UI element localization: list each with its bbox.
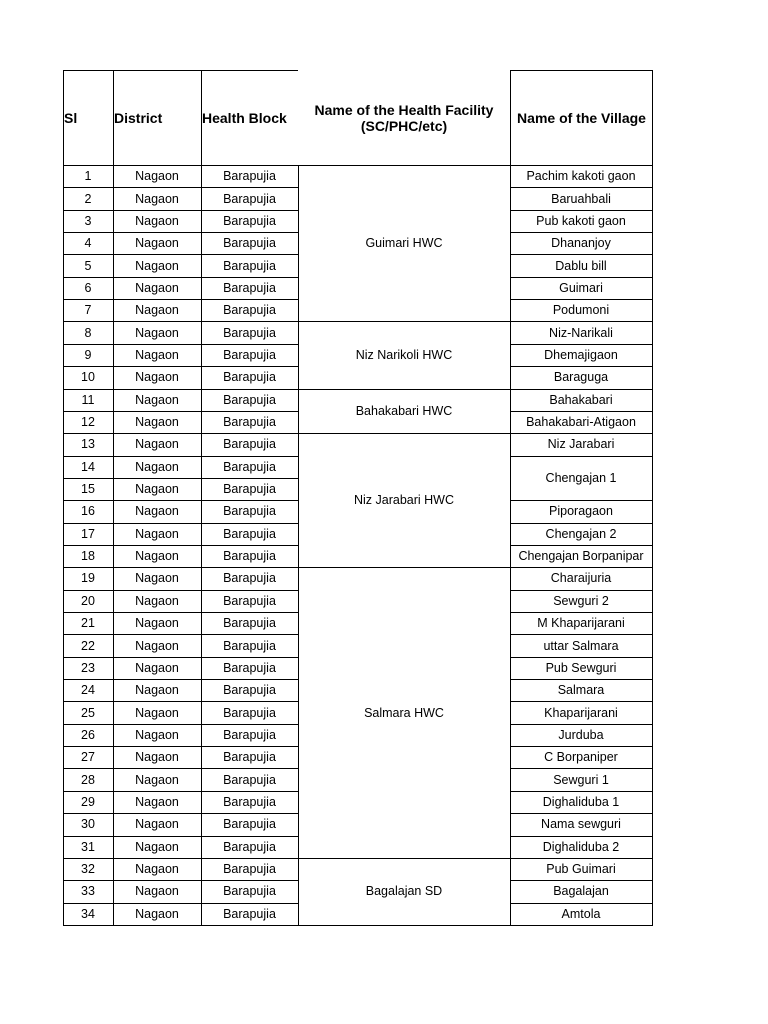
health-block-cell: Barapujia bbox=[223, 705, 276, 720]
sl-cell: 19 bbox=[81, 571, 95, 586]
row-border bbox=[510, 590, 652, 591]
district-cell: Nagaon bbox=[135, 884, 179, 899]
column-border bbox=[63, 70, 64, 926]
sl-cell: 8 bbox=[84, 325, 92, 340]
sl-cell: 15 bbox=[81, 482, 95, 497]
health-block-cell: Barapujia bbox=[223, 862, 276, 877]
row-border bbox=[63, 925, 298, 926]
row-border bbox=[510, 277, 652, 278]
sl-cell: 11 bbox=[81, 392, 95, 407]
health-block-cell: Barapujia bbox=[223, 280, 276, 295]
health-facility-cell: Niz Jarabari HWC bbox=[353, 493, 454, 508]
village-cell: Chengajan 2 bbox=[545, 526, 617, 541]
row-border bbox=[63, 791, 298, 792]
district-cell: Nagaon bbox=[135, 593, 179, 608]
health-facility-cell: Bahakabari HWC bbox=[355, 403, 453, 418]
row-border bbox=[63, 590, 298, 591]
sl-cell: 17 bbox=[81, 526, 95, 541]
village-cell: Salmara bbox=[557, 683, 605, 698]
health-block-cell: Barapujia bbox=[223, 638, 276, 653]
header-top-border bbox=[510, 70, 652, 71]
district-cell: Nagaon bbox=[135, 839, 179, 854]
village-cell: Pub Guimari bbox=[546, 862, 616, 877]
sl-cell: 10 bbox=[81, 370, 95, 385]
row-border bbox=[63, 165, 298, 166]
health-block-cell: Barapujia bbox=[223, 213, 276, 228]
village-cell: Podumoni bbox=[552, 303, 610, 318]
health-block-cell: Barapujia bbox=[223, 549, 276, 564]
district-cell: Nagaon bbox=[135, 906, 179, 921]
district-cell: Nagaon bbox=[135, 526, 179, 541]
health-block-cell: Barapujia bbox=[223, 750, 276, 765]
village-cell: Dhemajigaon bbox=[544, 347, 618, 362]
village-cell: Chengajan 1 bbox=[545, 470, 617, 485]
row-border bbox=[63, 389, 298, 390]
header-village: Name of the Village bbox=[517, 109, 646, 126]
village-cell: Sewguri 1 bbox=[553, 772, 609, 787]
district-cell: Nagaon bbox=[135, 303, 179, 318]
health-block-cell: Barapujia bbox=[223, 526, 276, 541]
row-border bbox=[510, 791, 652, 792]
header-health-facility: Name of the Health Facility (SC/PHC/etc) bbox=[314, 101, 494, 134]
district-cell: Nagaon bbox=[135, 459, 179, 474]
facility-border bbox=[298, 321, 510, 322]
row-border bbox=[510, 545, 652, 546]
row-border bbox=[63, 701, 298, 702]
village-cell: Dighaliduba 1 bbox=[542, 794, 620, 809]
village-cell: C Borpaniper bbox=[544, 750, 618, 765]
row-border bbox=[510, 836, 652, 837]
village-cell: Bahakabari-Atigaon bbox=[526, 415, 636, 430]
row-border bbox=[63, 232, 298, 233]
column-border bbox=[510, 70, 511, 926]
sl-cell: 32 bbox=[81, 862, 95, 877]
row-border bbox=[510, 612, 652, 613]
sl-cell: 25 bbox=[81, 705, 95, 720]
row-border bbox=[510, 500, 652, 501]
facility-border bbox=[298, 389, 510, 390]
row-border bbox=[63, 858, 298, 859]
district-cell: Nagaon bbox=[135, 772, 179, 787]
health-block-cell: Barapujia bbox=[223, 727, 276, 742]
sl-cell: 2 bbox=[84, 191, 92, 206]
row-border bbox=[510, 299, 652, 300]
health-block-cell: Barapujia bbox=[223, 303, 276, 318]
row-border bbox=[510, 813, 652, 814]
sl-cell: 9 bbox=[84, 347, 92, 362]
district-cell: Nagaon bbox=[135, 236, 179, 251]
village-cell: Piporagaon bbox=[549, 504, 613, 519]
health-block-cell: Barapujia bbox=[223, 415, 276, 430]
sl-cell: 5 bbox=[84, 258, 92, 273]
district-cell: Nagaon bbox=[135, 683, 179, 698]
district-cell: Nagaon bbox=[135, 370, 179, 385]
header-district: District bbox=[114, 109, 163, 126]
sl-cell: 1 bbox=[84, 169, 92, 184]
row-border bbox=[63, 344, 298, 345]
row-border bbox=[63, 612, 298, 613]
row-border bbox=[63, 433, 298, 434]
district-cell: Nagaon bbox=[135, 794, 179, 809]
health-block-cell: Barapujia bbox=[223, 817, 276, 832]
health-facility-cell: Salmara HWC bbox=[364, 705, 444, 720]
health-block-cell: Barapujia bbox=[223, 258, 276, 273]
sl-cell: 22 bbox=[81, 638, 95, 653]
sl-cell: 28 bbox=[81, 772, 95, 787]
health-block-cell: Barapujia bbox=[223, 593, 276, 608]
district-cell: Nagaon bbox=[135, 705, 179, 720]
district-cell: Nagaon bbox=[135, 213, 179, 228]
row-border bbox=[510, 366, 652, 367]
row-border bbox=[510, 858, 652, 859]
facility-border bbox=[298, 567, 510, 568]
health-block-cell: Barapujia bbox=[223, 504, 276, 519]
village-cell: Niz Jarabari bbox=[547, 437, 615, 452]
district-cell: Nagaon bbox=[135, 862, 179, 877]
health-block-cell: Barapujia bbox=[223, 392, 276, 407]
row-border bbox=[63, 880, 298, 881]
row-border bbox=[63, 210, 298, 211]
row-border bbox=[63, 836, 298, 837]
sl-cell: 20 bbox=[81, 593, 95, 608]
health-block-cell: Barapujia bbox=[223, 772, 276, 787]
health-block-cell: Barapujia bbox=[223, 236, 276, 251]
district-cell: Nagaon bbox=[135, 392, 179, 407]
facility-border bbox=[298, 925, 510, 926]
sl-cell: 21 bbox=[81, 616, 95, 631]
row-border bbox=[510, 523, 652, 524]
row-border bbox=[63, 254, 298, 255]
row-border bbox=[510, 456, 652, 457]
facility-border bbox=[298, 433, 510, 434]
row-border bbox=[63, 768, 298, 769]
sl-cell: 27 bbox=[81, 750, 95, 765]
health-facility-cell: Bagalajan SD bbox=[365, 884, 443, 899]
row-border bbox=[510, 724, 652, 725]
facility-border bbox=[298, 165, 510, 166]
row-border bbox=[63, 657, 298, 658]
row-border bbox=[63, 634, 298, 635]
row-border bbox=[510, 254, 652, 255]
sl-cell: 3 bbox=[84, 213, 92, 228]
village-cell: Jurduba bbox=[558, 727, 604, 742]
village-cell: Dhananjoy bbox=[551, 236, 611, 251]
row-border bbox=[63, 277, 298, 278]
village-cell: Chengajan Borpanipar bbox=[518, 549, 644, 564]
row-border bbox=[510, 679, 652, 680]
health-facility-cell: Guimari HWC bbox=[365, 236, 443, 251]
district-cell: Nagaon bbox=[135, 258, 179, 273]
district-cell: Nagaon bbox=[135, 504, 179, 519]
row-border bbox=[510, 925, 652, 926]
sl-cell: 12 bbox=[81, 415, 95, 430]
health-facility-cell: Niz Narikoli HWC bbox=[355, 347, 453, 362]
sl-cell: 34 bbox=[81, 906, 95, 921]
village-cell: Niz-Narikali bbox=[549, 325, 613, 340]
row-border bbox=[63, 813, 298, 814]
district-cell: Nagaon bbox=[135, 817, 179, 832]
facility-border bbox=[298, 858, 510, 859]
district-cell: Nagaon bbox=[135, 347, 179, 362]
health-block-cell: Barapujia bbox=[223, 370, 276, 385]
village-cell: Amtola bbox=[561, 906, 601, 921]
health-block-cell: Barapujia bbox=[223, 325, 276, 340]
village-cell: Pub kakoti gaon bbox=[536, 213, 626, 228]
header-sl: Sl bbox=[64, 109, 78, 126]
health-block-cell: Barapujia bbox=[223, 884, 276, 899]
row-border bbox=[63, 523, 298, 524]
health-block-cell: Barapujia bbox=[223, 660, 276, 675]
row-border bbox=[63, 366, 298, 367]
district-cell: Nagaon bbox=[135, 750, 179, 765]
district-cell: Nagaon bbox=[135, 415, 179, 430]
village-cell: Pub Sewguri bbox=[545, 660, 617, 675]
district-cell: Nagaon bbox=[135, 280, 179, 295]
village-cell: Pachim kakoti gaon bbox=[526, 169, 636, 184]
column-border bbox=[652, 70, 653, 926]
village-cell: Khaparijarani bbox=[544, 705, 618, 720]
health-block-cell: Barapujia bbox=[223, 459, 276, 474]
row-border bbox=[510, 880, 652, 881]
sl-cell: 23 bbox=[81, 660, 95, 675]
row-border bbox=[63, 545, 298, 546]
header-top-border bbox=[63, 70, 298, 71]
sl-cell: 13 bbox=[81, 437, 95, 452]
row-border bbox=[510, 210, 652, 211]
sl-cell: 29 bbox=[81, 794, 95, 809]
village-cell: Baruahbali bbox=[551, 191, 611, 206]
district-cell: Nagaon bbox=[135, 660, 179, 675]
health-block-cell: Barapujia bbox=[223, 169, 276, 184]
row-border bbox=[510, 657, 652, 658]
row-border bbox=[510, 389, 652, 390]
sl-cell: 18 bbox=[81, 549, 95, 564]
row-border bbox=[510, 701, 652, 702]
row-border bbox=[63, 500, 298, 501]
row-border bbox=[510, 433, 652, 434]
district-cell: Nagaon bbox=[135, 727, 179, 742]
village-cell: Guimari bbox=[559, 280, 603, 295]
column-border bbox=[201, 70, 202, 926]
row-border bbox=[510, 232, 652, 233]
district-cell: Nagaon bbox=[135, 571, 179, 586]
village-cell: uttar Salmara bbox=[543, 638, 619, 653]
row-border bbox=[510, 567, 652, 568]
row-border bbox=[63, 478, 298, 479]
sl-cell: 6 bbox=[84, 280, 92, 295]
sl-cell: 26 bbox=[81, 727, 95, 742]
village-cell: M Khaparijarani bbox=[537, 616, 625, 631]
sl-cell: 4 bbox=[84, 236, 92, 251]
row-border bbox=[510, 746, 652, 747]
district-cell: Nagaon bbox=[135, 169, 179, 184]
column-border bbox=[298, 165, 299, 926]
health-block-cell: Barapujia bbox=[223, 794, 276, 809]
health-block-cell: Barapujia bbox=[223, 616, 276, 631]
header-health-block: Health Block bbox=[202, 109, 287, 126]
row-border bbox=[510, 634, 652, 635]
health-block-cell: Barapujia bbox=[223, 437, 276, 452]
village-cell: Dighaliduba 2 bbox=[542, 839, 620, 854]
sl-cell: 33 bbox=[81, 884, 95, 899]
village-cell: Sewguri 2 bbox=[553, 593, 609, 608]
row-border bbox=[63, 746, 298, 747]
sl-cell: 16 bbox=[81, 504, 95, 519]
sl-cell: 31 bbox=[81, 839, 95, 854]
row-border bbox=[510, 344, 652, 345]
health-block-cell: Barapujia bbox=[223, 683, 276, 698]
sl-cell: 7 bbox=[84, 303, 92, 318]
row-border bbox=[63, 187, 298, 188]
district-cell: Nagaon bbox=[135, 638, 179, 653]
district-cell: Nagaon bbox=[135, 549, 179, 564]
village-cell: Bahakabari bbox=[549, 392, 613, 407]
row-border bbox=[510, 165, 652, 166]
sl-cell: 14 bbox=[81, 459, 95, 474]
row-border bbox=[510, 321, 652, 322]
column-border bbox=[113, 70, 114, 926]
village-cell: Baraguga bbox=[553, 370, 609, 385]
health-block-cell: Barapujia bbox=[223, 571, 276, 586]
health-block-cell: Barapujia bbox=[223, 906, 276, 921]
row-border bbox=[510, 411, 652, 412]
sl-cell: 30 bbox=[81, 817, 95, 832]
health-block-cell: Barapujia bbox=[223, 839, 276, 854]
row-border bbox=[63, 903, 298, 904]
row-border bbox=[63, 299, 298, 300]
row-border bbox=[510, 903, 652, 904]
sl-cell: 24 bbox=[81, 683, 95, 698]
row-border bbox=[510, 187, 652, 188]
district-cell: Nagaon bbox=[135, 191, 179, 206]
health-block-cell: Barapujia bbox=[223, 482, 276, 497]
district-cell: Nagaon bbox=[135, 325, 179, 340]
district-cell: Nagaon bbox=[135, 482, 179, 497]
health-block-cell: Barapujia bbox=[223, 191, 276, 206]
row-border bbox=[63, 724, 298, 725]
district-cell: Nagaon bbox=[135, 437, 179, 452]
district-cell: Nagaon bbox=[135, 616, 179, 631]
row-border bbox=[63, 679, 298, 680]
row-border bbox=[63, 411, 298, 412]
health-block-cell: Barapujia bbox=[223, 347, 276, 362]
row-border bbox=[63, 456, 298, 457]
village-cell: Dablu bill bbox=[555, 258, 607, 273]
village-cell: Charaijuria bbox=[550, 571, 612, 586]
row-border bbox=[63, 567, 298, 568]
village-cell: Bagalajan bbox=[553, 884, 609, 899]
row-border bbox=[510, 768, 652, 769]
village-cell: Nama sewguri bbox=[541, 817, 621, 832]
row-border bbox=[63, 321, 298, 322]
